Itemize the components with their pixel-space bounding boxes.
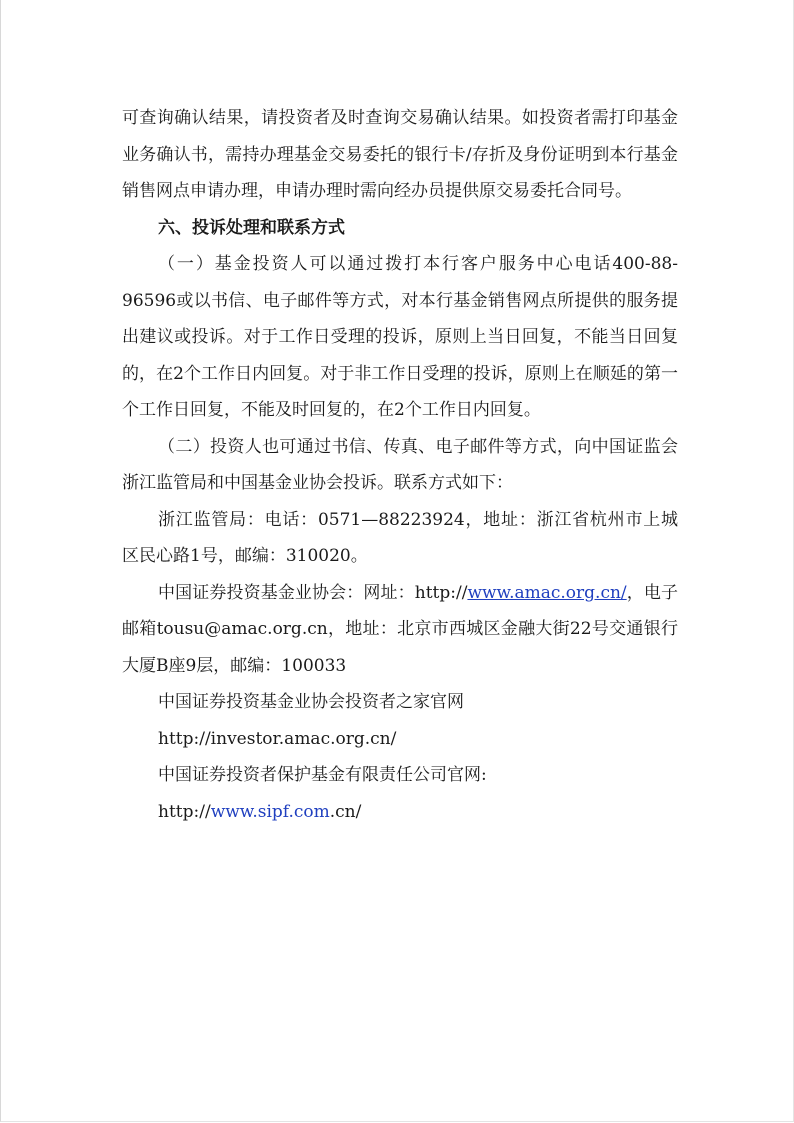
document-body — [122, 100, 678, 830]
section-heading: 六、投诉处理和联系方式 — [158, 217, 345, 238]
investor-home-url: http://investor.amac.org.cn/ — [158, 728, 397, 749]
paragraph-confirmation: 可查询确认结果，请投资者及时查询交易确认结果。如投资者需打印基金业务确认书，需持办理基金交易委托的银行卡/存折及身份证明到本行基金销售网点申请办理，申请办理时需向经办员提供原交易委托合同号。 — [122, 108, 678, 201]
paragraph-investor-home-label: 中国证券投资基金业协会投资者之家官网 — [158, 692, 464, 712]
sipf-url-suffix: .cn/ — [329, 801, 362, 822]
amac-url-prefix: 中国证券投资基金业协会：网址：http:// — [158, 582, 468, 603]
paragraph-zhejiang-regulator: 浙江监管局：电话：0571—88223924，地址：浙江省杭州市上城区民心路1号，邮编：310020。 — [122, 509, 678, 566]
sipf-website-link[interactable]: www.sipf.com — [210, 801, 330, 822]
paragraph-sipf-label: 中国证券投资者保护基金有限责任公司官网: — [158, 765, 487, 785]
paragraph-complaint-hotline: （一）基金投资人可以通过拨打本行客户服务中心电话400-88-96596或以书信、电子邮件等方式，对本行基金销售网点所提供的服务提出建议或投诉。对于工作日受理的投诉，原则上当日回复，不能当日回复的，在2个工作日内回复。对于非工作日受理的投诉，原则上在顺延的第一个工作日回复，不能及时回复的，在2个工作日内回复。 — [122, 254, 678, 420]
sipf-url — [122, 794, 678, 831]
sipf-url-prefix: http:// — [158, 801, 211, 822]
paragraph-amac-contact — [122, 575, 678, 685]
amac-contact-details: ，电子邮箱tousu@amac.org.cn，地址：北京市西城区金融大街22号交通银行大厦B座9层，邮编：100033 — [122, 582, 678, 676]
paragraph-other-channels: （二）投资人也可通过书信、传真、电子邮件等方式，向中国证监会浙江监管局和中国基金业协会投诉。联系方式如下： — [122, 436, 678, 493]
amac-website-link[interactable]: www.amac.org.cn/ — [467, 582, 627, 603]
